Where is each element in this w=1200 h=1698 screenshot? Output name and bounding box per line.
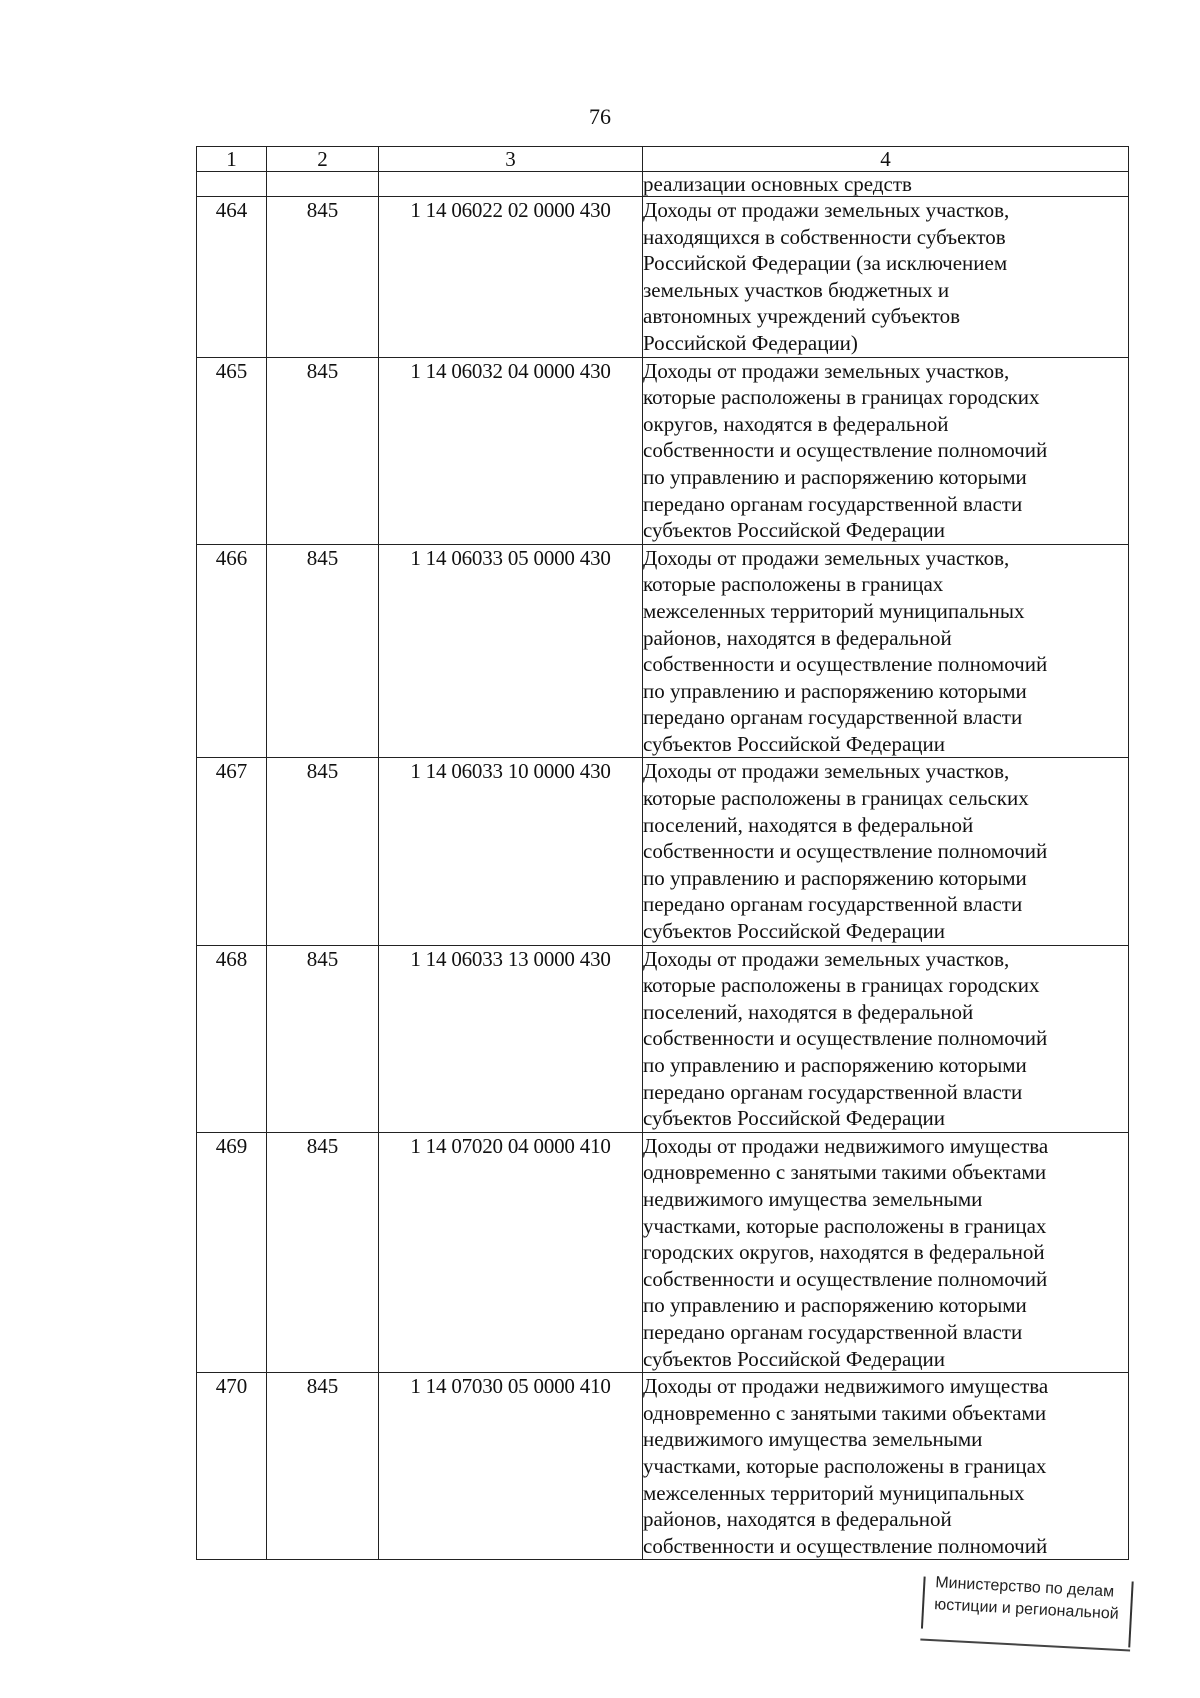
description-line: собственности и осуществление полномочий <box>643 652 1048 677</box>
description-line: передано органам государственной власти <box>643 1319 1023 1344</box>
description-line: межселенных территорий муниципальных <box>643 1480 1025 1505</box>
description-line: округов, находятся в федеральной <box>643 411 949 436</box>
description-line: собственности и осуществление полномочий <box>643 1266 1048 1291</box>
stamp-border <box>1128 1581 1133 1647</box>
budget-classification-code: 1 14 07020 04 0000 410 <box>379 1132 643 1372</box>
description-line: земельных участков бюджетных и <box>643 277 950 302</box>
description-line: субъектов Российской Федерации <box>643 518 946 543</box>
description-line: по управлению и распоряжению которыми <box>643 464 1027 489</box>
income-description <box>643 357 1129 544</box>
income-description <box>643 544 1129 758</box>
stamp-text-line: Министерство по делам <box>934 1574 1115 1601</box>
ministry-stamp <box>920 1571 1133 1652</box>
description-line: субъектов Российской Федерации <box>643 919 946 944</box>
row-number: 466 <box>197 544 267 758</box>
description-line: субъектов Российской Федерации <box>643 731 946 756</box>
description-line: Доходы от продажи недвижимого имущества <box>643 1374 1049 1399</box>
table-row <box>197 357 1129 544</box>
income-description <box>643 1373 1129 1560</box>
description-line: городских округов, находятся в федеральной <box>643 1240 1045 1265</box>
column-number-header-row <box>197 147 1129 172</box>
description-line: недвижимого имущества земельными <box>643 1186 983 1211</box>
row-number: 470 <box>197 1373 267 1560</box>
row-number: 468 <box>197 945 267 1132</box>
description-line: которые расположены в границах городских <box>643 385 1040 410</box>
description-line: Доходы от продажи земельных участков, <box>643 759 1010 784</box>
table-row <box>197 544 1129 758</box>
admin-code: 845 <box>267 945 379 1132</box>
description-line: передано органам государственной власти <box>643 491 1023 516</box>
description-line: по управлению и распоряжению которыми <box>643 1293 1027 1318</box>
budget-classification-code: 1 14 06033 05 0000 430 <box>379 544 643 758</box>
continuation-text: реализации основных средств <box>643 172 1129 197</box>
admin-code: 845 <box>267 544 379 758</box>
column-header-3: 3 <box>379 147 643 172</box>
description-line: автономных учреждений субъектов <box>643 304 961 329</box>
description-line: передано органам государственной власти <box>643 1079 1023 1104</box>
table-row <box>197 945 1129 1132</box>
budget-classification-code: 1 14 06032 04 0000 430 <box>379 357 643 544</box>
description-line: субъектов Российской Федерации <box>643 1106 946 1131</box>
description-line: участками, которые расположены в границах <box>643 1213 1047 1238</box>
page-number: 76 <box>589 104 611 129</box>
income-description <box>643 945 1129 1132</box>
stamp-border <box>920 1638 1130 1651</box>
description-line: Доходы от продажи недвижимого имущества <box>643 1133 1049 1158</box>
description-line: одновременно с занятыми такими объектами <box>643 1400 1047 1425</box>
description-line: по управлению и распоряжению которыми <box>643 678 1027 703</box>
admin-code: 845 <box>267 357 379 544</box>
column-header-2: 2 <box>267 147 379 172</box>
table-row <box>197 197 1129 358</box>
description-line: которые расположены в границах городских <box>643 973 1040 998</box>
budget-classification-code: 1 14 06033 13 0000 430 <box>379 945 643 1132</box>
row-number: 469 <box>197 1132 267 1372</box>
description-line: передано органам государственной власти <box>643 892 1023 917</box>
admin-code: 845 <box>267 758 379 945</box>
admin-code: 845 <box>267 1132 379 1372</box>
budget-classification-code: 1 14 06033 10 0000 430 <box>379 758 643 945</box>
description-line: поселений, находятся в федеральной <box>643 812 974 837</box>
description-line: субъектов Российской Федерации <box>643 1346 946 1371</box>
continuation-cell-empty <box>267 172 379 197</box>
income-codes-table <box>196 146 1129 1560</box>
description-line: которые расположены в границах <box>643 572 944 597</box>
admin-code: 845 <box>267 197 379 358</box>
budget-classification-code: 1 14 06022 02 0000 430 <box>379 197 643 358</box>
income-description <box>643 197 1129 358</box>
continuation-row <box>197 172 1129 197</box>
row-number: 465 <box>197 357 267 544</box>
description-line: районов, находятся в федеральной <box>643 625 952 650</box>
description-line: по управлению и распоряжению которыми <box>643 1053 1027 1077</box>
description-line: Доходы от продажи земельных участков, <box>643 545 1010 570</box>
description-line: районов, находятся в федеральной <box>643 1507 952 1532</box>
description-line: поселений, находятся в федеральной <box>643 999 974 1024</box>
description-line: Доходы от продажи земельных участков, <box>643 946 1010 971</box>
budget-classification-code: 1 14 07030 05 0000 410 <box>379 1373 643 1560</box>
stamp-border <box>921 1577 926 1629</box>
description-line: собственности и осуществление полномочий <box>643 1533 1048 1558</box>
table-body <box>197 172 1129 1560</box>
description-line: которые расположены в границах сельских <box>643 786 1029 811</box>
description-line: собственности и осуществление полномочий <box>643 839 1048 864</box>
table-row <box>197 1132 1129 1372</box>
column-header-4: 4 <box>643 147 1129 172</box>
income-description <box>643 758 1129 945</box>
description-line: участками, которые расположены в границах <box>643 1453 1047 1478</box>
description-line: находящихся в собственности субъектов <box>643 224 1006 249</box>
description-line: передано органам государственной власти <box>643 705 1023 730</box>
income-description <box>643 1132 1129 1372</box>
description-line: недвижимого имущества земельными <box>643 1427 983 1452</box>
description-line: Российской Федерации) <box>643 330 858 355</box>
table-row <box>197 758 1129 945</box>
description-line: собственности и осуществление полномочий <box>643 1026 1048 1051</box>
row-number: 464 <box>197 197 267 358</box>
table-row <box>197 1373 1129 1560</box>
description-line: Доходы от продажи земельных участков, <box>643 198 1010 222</box>
continuation-cell-empty <box>379 172 643 197</box>
description-line: по управлению и распоряжению которыми <box>643 865 1027 890</box>
description-line: собственности и осуществление полномочий <box>643 438 1048 463</box>
row-number: 467 <box>197 758 267 945</box>
description-line: одновременно с занятыми такими объектами <box>643 1160 1047 1185</box>
continuation-cell-empty <box>197 172 267 197</box>
description-line: Доходы от продажи земельных участков, <box>643 358 1010 383</box>
description-line: Российской Федерации (за исключением <box>643 251 1008 276</box>
admin-code: 845 <box>267 1373 379 1560</box>
stamp-text-line: юстиции и региональной <box>933 1596 1120 1623</box>
description-line: межселенных территорий муниципальных <box>643 598 1025 623</box>
column-header-1: 1 <box>197 147 267 172</box>
